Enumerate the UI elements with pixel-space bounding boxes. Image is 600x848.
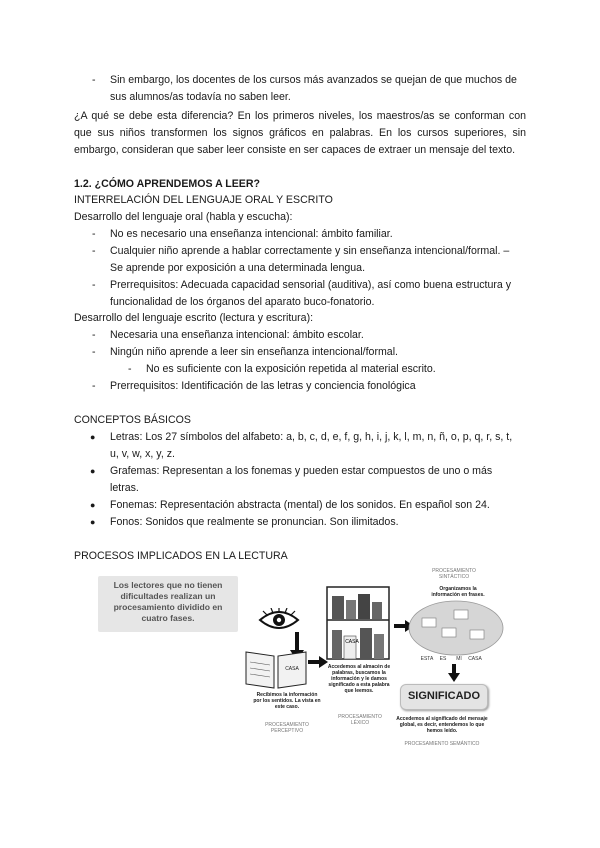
semantico-label: PROCESAMIENTO SEMÁNTICO	[404, 741, 480, 747]
intro-paragraph: ¿A qué se debe esta diferencia? En los primeros niveles, los maestros/as se conforman con que sus niños transformen los signos gráficos en palabras. En los cursos superiores, sin embargo, consideran que saber leer consiste en ser capaces de extraer un mensaje del texto.	[74, 110, 526, 156]
bullet-dot: ●	[90, 500, 96, 510]
oral-item-cont: funcionalidad de los órganos del aparato buco-fonatorio.	[110, 296, 375, 308]
list-dash: -	[92, 74, 96, 86]
lexico-desc: Accedemos al almacén de palabras, buscamos la información y le damos significado a esta palabra que leemos.	[327, 664, 391, 694]
semantico-desc: Accedemos al significado del mensaje global, es decir, entendemos lo que hemos leído.	[396, 716, 488, 734]
phrase-word: MI	[456, 656, 462, 662]
section-title: 1.2. ¿CÓMO APRENDEMOS A LEER?	[74, 178, 260, 190]
bullet-dot: ●	[90, 466, 96, 476]
sintactico-desc: Organizamos la información en frases.	[431, 586, 485, 598]
oral-item: No es necesario una enseñanza intencional: ámbito familiar.	[110, 228, 393, 240]
list-dash: -	[92, 346, 96, 358]
list-dash: -	[92, 245, 96, 257]
written-heading: Desarrollo del lenguaje escrito (lectura y escritura):	[74, 312, 314, 324]
concept-letras: Letras: Los 27 símbolos del alfabeto: a, b, c, d, e, f, g, h, i, j, k, l, m, n, ñ, o, p, q, r, s, t,	[110, 431, 513, 443]
bullet-dot: ●	[90, 517, 96, 527]
sintactico-label: PROCESAMIENTO SINTÁCTICO	[432, 568, 476, 580]
bookshelf-icon	[326, 586, 390, 660]
list-dash: -	[128, 363, 132, 375]
callout-text: Los lectores que no tienen dificultades realizan un procesamiento dividido en cuatro fases.	[113, 580, 223, 623]
concept-letras-cont: u, v, w, x, y, z.	[110, 448, 175, 460]
concept-fonemas: Fonemas: Representación abstracta (mental) de los sonidos. En español son 24.	[110, 499, 490, 511]
arrow-down-icon	[448, 664, 460, 682]
intro-line-2: sus alumnos/as todavía no saben leer.	[110, 91, 291, 103]
conceptos-title: CONCEPTOS BÁSICOS	[74, 414, 191, 426]
oral-item-cont: Se aprende por exposición a una determinada lengua.	[110, 262, 366, 274]
perceptivo-desc: Recibimos la información por los sentidos. La vista en este caso.	[253, 692, 321, 710]
list-dash: -	[92, 329, 96, 341]
written-item: Prerrequisitos: Identificación de las letras y conciencia fonológica	[110, 380, 416, 392]
callout-box	[98, 576, 238, 632]
oral-item: Cualquier niño aprende a hablar correctamente y sin enseñanza intencional/formal. –	[110, 245, 510, 257]
list-dash: -	[92, 380, 96, 392]
significado-label: SIGNIFICADO	[407, 690, 481, 702]
lexico-label: PROCESAMIENTO LÉXICO	[338, 714, 382, 726]
eye-icon	[258, 608, 300, 632]
phrase-word: ESTA	[420, 656, 434, 662]
concept-fonos: Fonos: Sonidos que realmente se pronuncian. Son ilimitados.	[110, 516, 399, 528]
arrow-right-icon	[308, 656, 328, 668]
intro-line-1: Sin embargo, los docentes de los cursos más avanzados se quejan de que muchos de	[110, 74, 517, 86]
book-word: CASA	[285, 666, 299, 672]
written-subitem: No es suficiente con la exposición repetida al material escrito.	[146, 363, 436, 375]
list-dash: -	[92, 228, 96, 240]
procesos-title: PROCESOS IMPLICADOS EN LA LECTURA	[74, 550, 288, 562]
phrase-word: ES	[439, 656, 447, 662]
phrase-cloud	[408, 600, 504, 656]
shelf-word: CASA	[345, 639, 359, 645]
oral-heading: Desarrollo del lenguaje oral (habla y escucha):	[74, 211, 293, 223]
written-item: Ningún niño aprende a leer sin enseñanza intencional/formal.	[110, 346, 398, 358]
significado-box	[400, 684, 488, 710]
concept-grafemas-cont: letras.	[110, 482, 139, 494]
bullet-dot: ●	[90, 432, 96, 442]
phrase-word: CASA	[468, 656, 482, 662]
section-subtitle: INTERRELACIÓN DEL LENGUAJE ORAL Y ESCRITO	[74, 194, 333, 206]
perceptivo-label: PROCESAMIENTO PERCEPTIVO	[265, 722, 309, 734]
concept-grafemas: Grafemas: Representan a los fonemas y pueden estar compuestos de uno o más	[110, 465, 493, 477]
list-dash: -	[92, 279, 96, 291]
oral-item: Prerrequisitos: Adecuada capacidad sensorial (auditiva), así como buena estructura y	[110, 279, 512, 291]
written-item: Necesaria una enseñanza intencional: ámbito escolar.	[110, 329, 364, 341]
